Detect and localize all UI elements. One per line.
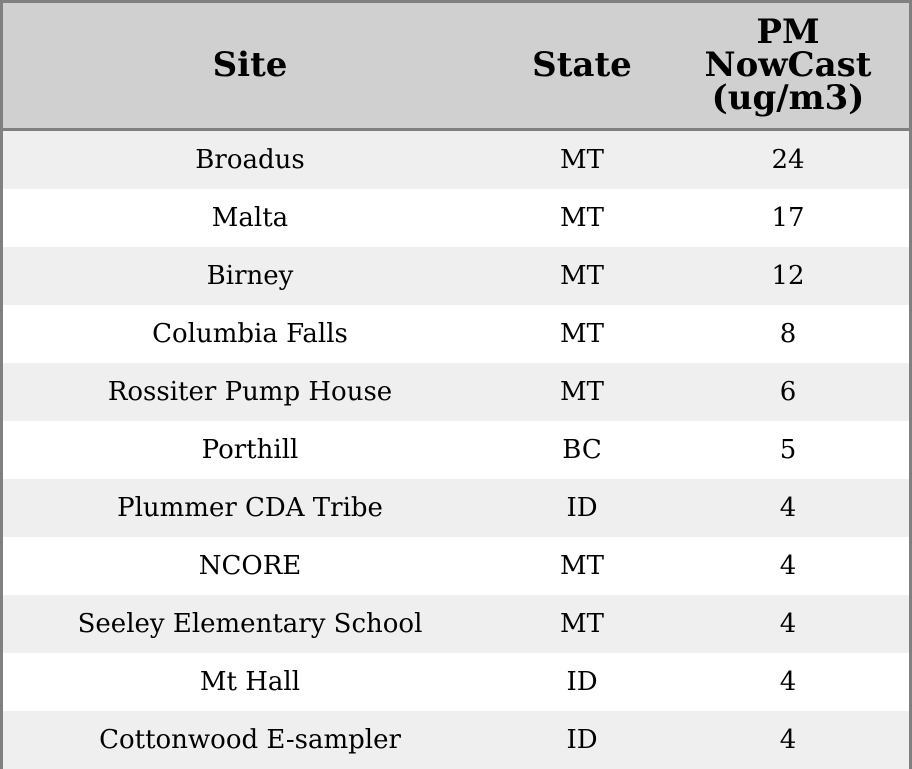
table-row [3, 479, 909, 537]
cell-site: Seeley Elementary School [77, 609, 423, 639]
header-pm [667, 3, 909, 128]
cell-site: Mt Hall [199, 667, 301, 697]
cell-pm: 4 [779, 609, 797, 639]
cell-state: MT [560, 319, 604, 349]
cell-pm: 5 [779, 435, 797, 465]
header-state [497, 3, 667, 128]
cell-pm: 6 [779, 377, 797, 407]
cell-pm: 4 [779, 667, 797, 697]
cell-state: MT [560, 551, 604, 581]
cell-site: Rossiter Pump House [107, 377, 393, 407]
cell-site: Porthill [201, 435, 299, 465]
cell-site: Birney [206, 261, 294, 291]
cell-pm: 8 [779, 319, 797, 349]
cell-pm: 12 [771, 261, 805, 291]
table-row [3, 595, 909, 653]
header-site [3, 3, 497, 128]
table-row [3, 189, 909, 247]
cell-state: MT [560, 261, 604, 291]
cell-site: Malta [211, 203, 289, 233]
cell-state: MT [560, 609, 604, 639]
header-site-label: Site [212, 45, 288, 85]
cell-state: ID [566, 493, 598, 523]
cell-state: MT [560, 145, 604, 175]
cell-pm: 17 [771, 203, 805, 233]
header-pm-line2: NowCast [704, 45, 872, 85]
table-row [3, 305, 909, 363]
table-row [3, 247, 909, 305]
cell-pm: 4 [779, 551, 797, 581]
header-state-label: State [532, 45, 632, 85]
cell-state: MT [560, 203, 604, 233]
table-row [3, 653, 909, 711]
table-header [3, 3, 909, 131]
header-pm-line3: (ug/m3) [711, 78, 865, 118]
table-row [3, 711, 909, 769]
cell-site: Plummer CDA Tribe [117, 493, 383, 523]
cell-site: Cottonwood E-sampler [99, 725, 401, 755]
cell-state: ID [566, 667, 598, 697]
header-pm-line1: PM [756, 12, 820, 52]
cell-pm: 4 [779, 493, 797, 523]
cell-state: BC [562, 435, 602, 465]
table-row [3, 421, 909, 479]
table-row [3, 537, 909, 595]
cell-state: MT [560, 377, 604, 407]
cell-pm: 4 [779, 725, 797, 755]
cell-site: Columbia Falls [152, 319, 348, 349]
table-row [3, 363, 909, 421]
cell-site: Broadus [195, 145, 305, 175]
table-body [3, 131, 909, 769]
table-row [3, 131, 909, 189]
cell-state: ID [566, 725, 598, 755]
cell-site: NCORE [198, 551, 302, 581]
cell-pm: 24 [771, 145, 805, 175]
